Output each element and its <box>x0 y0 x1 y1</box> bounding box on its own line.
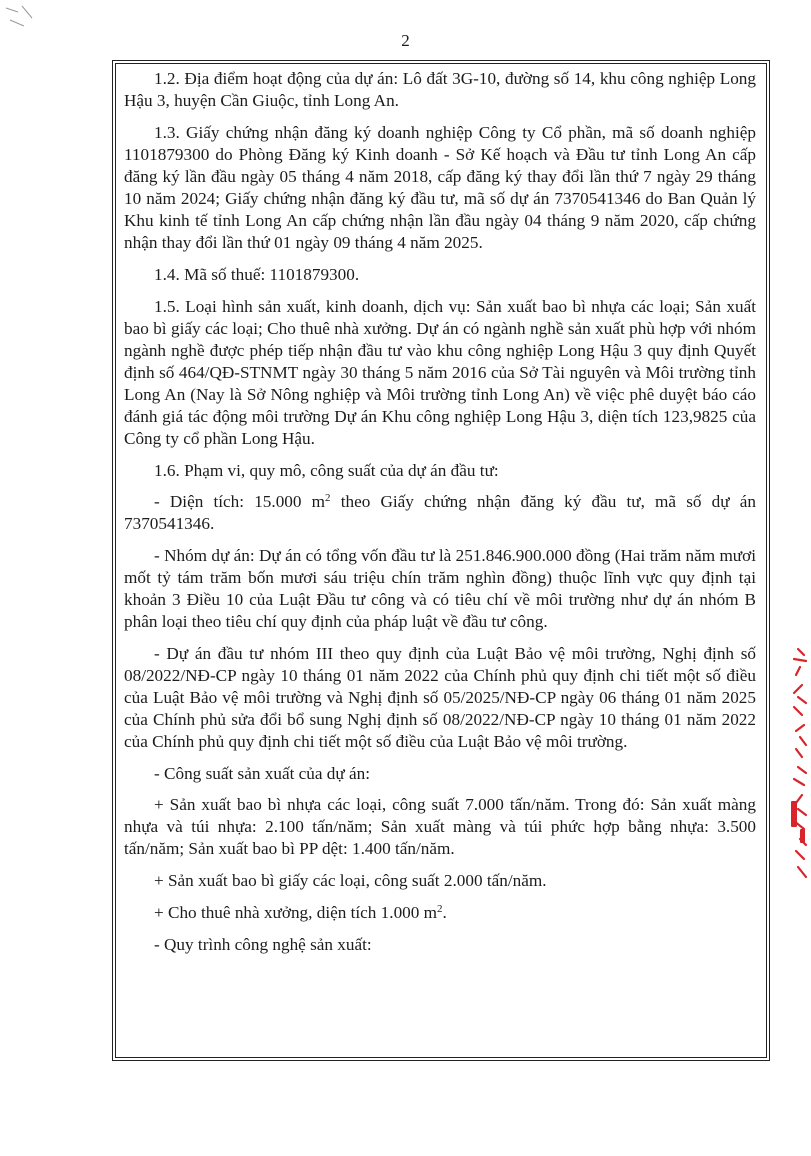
paragraph-project-group: - Nhóm dự án: Dự án có tổng vốn đầu tư là 251.846.900.000 đồng (Hai trăm năm mươi mốt tỷ tám trăm bốn mươi sáu triệu chín trăm nghìn đồng) thuộc lĩnh vực quy định tại khoản 3 Điều 10 của Luật Đầu tư công và có tiêu chí về môi trường như dự án nhóm B phân loại theo tiêu chí quy định của pháp luật về đầu tư công. <box>124 546 756 631</box>
lease-text-rest: . <box>442 903 447 922</box>
paragraph-scope-heading: 1.6. Phạm vi, quy mô, công suất của dự án đầu tư: <box>154 461 499 480</box>
paragraph-plastic-packaging: + Sản xuất bao bì nhựa các loại, công suất 7.000 tấn/năm. Trong đó: Sản xuất màng nhựa và túi nhựa: 2.100 tấn/năm; Sản xuất màng và túi phức hợp bằng nhựa: 3.500 tấn/năm; Sản xuất bao bì PP dệt: 1.400 tấn/năm. <box>124 795 756 858</box>
red-stamp-edge <box>788 645 810 885</box>
paragraph-capacity-heading: - Công suất sản xuất của dự án: <box>154 764 370 783</box>
area-text-rest: theo Giấy chứng nhận đăng ký đầu tư, mã số dự án 7370541346. <box>124 492 756 533</box>
paragraph-paper-packaging: + Sản xuất bao bì giấy các loại, công suất 2.000 tấn/năm. <box>154 871 547 890</box>
paragraph-environment-group: - Dự án đầu tư nhóm III theo quy định của Luật Bảo vệ môi trường, Nghị định số 08/2022/NĐ-CP ngày 10 tháng 01 năm 2022 của Chính phủ quy định chi tiết một số điều của Luật Bảo vệ môi trường và Nghị định số 05/2025/NĐ-CP ngày 06 tháng 01 năm 2025 của Chính phủ sửa đổi bổ sung Nghị định số 08/2022/NĐ-CP ngày 10 tháng 01 năm 2022 của Chính phủ quy định chi tiết một số điều của Luật Bảo vệ môi trường. <box>124 644 756 751</box>
paragraph-tax-code: 1.4. Mã số thuế: 1101879300. <box>154 265 360 284</box>
area-unit-superscript: 2 <box>325 492 331 504</box>
paragraph-location: 1.2. Địa điểm hoạt động của dự án: Lô đất 3G-10, đường số 14, khu công nghiệp Long Hậu 3, huyện Cần Giuộc, tỉnh Long An. <box>124 69 756 110</box>
lease-text: + Cho thuê nhà xưởng, diện tích 1.000 m <box>154 903 438 922</box>
area-text: - Diện tích: 15.000 m <box>154 492 326 511</box>
page-number: 2 <box>401 31 410 50</box>
scan-corner-mark <box>2 2 52 32</box>
paragraph-area <box>124 491 756 535</box>
paragraph-process-heading: - Quy trình công nghệ sản xuất: <box>154 935 372 954</box>
paragraph-factory-lease <box>124 902 756 924</box>
lease-unit-superscript: 2 <box>437 903 443 915</box>
paragraph-business-type: 1.5. Loại hình sản xuất, kinh doanh, dịch vụ: Sản xuất bao bì nhựa các loại; Sản xuất bao bì giấy các loại; Cho thuê nhà xưởng. Dự án có ngành nghề sản xuất phù hợp với nhóm ngành nghề được phép tiếp nhận đầu tư vào khu công nghiệp Long Hậu 3 quy định Quyết định số 464/QĐ-STNMT ngày 30 tháng 5 năm 2016 của Sở Tài nguyên và Môi trường tỉnh Long An (Nay là Sở Nông nghiệp và Môi trường tỉnh Long An) về việc phê duyệt báo cáo đánh giá tác động môi trường Dự án Khu công nghiệp Long Hậu 3, diện tích 123,9825 của Công ty cổ phần Long Hậu. <box>124 297 756 448</box>
document-body <box>124 68 756 966</box>
paragraph-business-registration: 1.3. Giấy chứng nhận đăng ký doanh nghiệp Công ty Cổ phần, mã số doanh nghiệp 1101879300 do Phòng Đăng ký Kinh doanh - Sở Kế hoạch và Đầu tư tỉnh Long An cấp đăng ký lần đầu ngày 05 tháng 4 năm 2018, cấp đăng ký thay đổi lần thứ 7 ngày 29 tháng 10 năm 2024; Giấy chứng nhận đăng ký đầu tư, mã số dự án 7370541346 do Ban Quản lý Khu kinh tế tỉnh Long An cấp chứng nhận lần đầu ngày 04 tháng 9 năm 2020, cấp chứng nhận thay đổi lần thứ 01 ngày 09 tháng 4 năm 2025. <box>124 123 756 252</box>
